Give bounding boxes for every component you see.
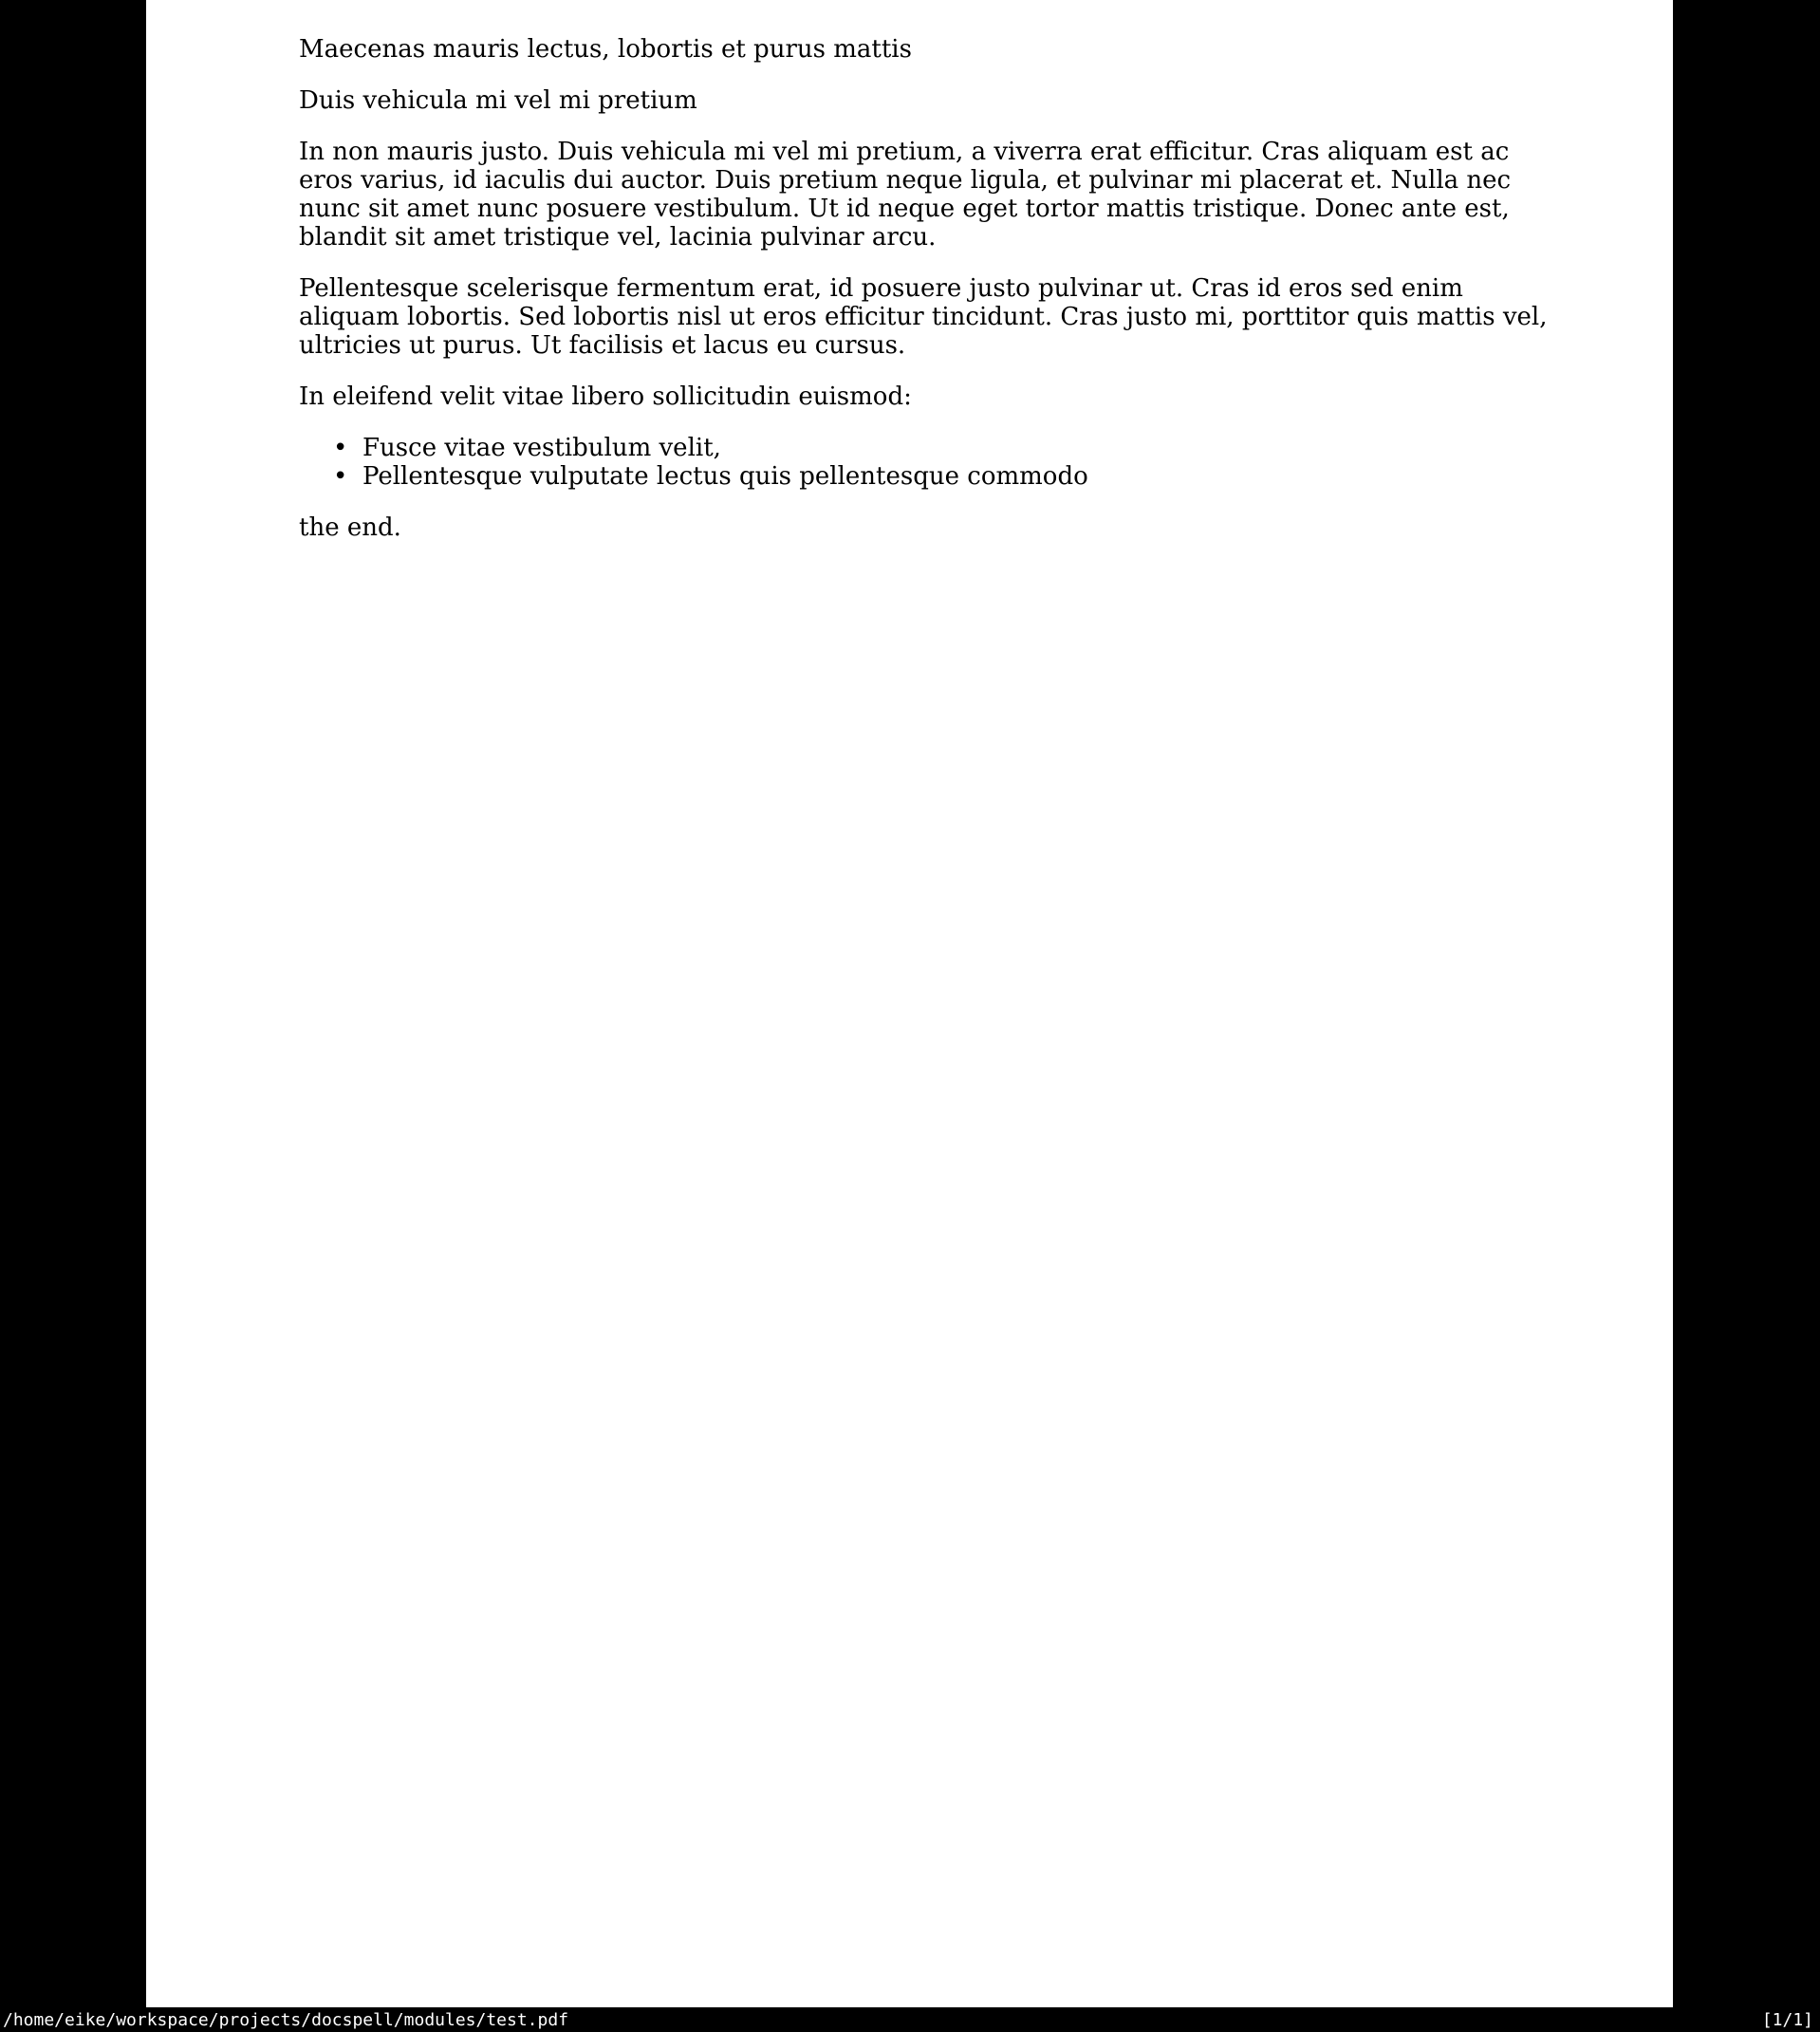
closing-paragraph: the end.	[299, 513, 401, 542]
text-line: ultricies ut purus. Ut facilisis et lacus eu cursus.	[299, 331, 906, 360]
paragraph	[299, 274, 1548, 360]
paragraphs-container	[299, 35, 1548, 411]
page-indicator: [1/1]	[1761, 2009, 1813, 2030]
text-line: Pellentesque scelerisque fermentum erat, id posuere justo pulvinar ut. Cras id eros sed enim	[299, 274, 1463, 303]
list-item-label: Pellentesque vulputate lectus quis pellentesque commodo	[362, 462, 1088, 491]
list-item-label: Fusce vitae vestibulum velit,	[362, 434, 721, 462]
text-line: In non mauris justo. Duis vehicula mi vel mi pretium, a viverra erat efficitur. Cras aliquam est ac	[299, 138, 1510, 166]
paragraph	[299, 138, 1520, 252]
bullet-list	[299, 434, 1520, 491]
status-bar	[0, 2007, 1820, 2032]
text-line: eros varius, id iaculis dui auctor. Duis pretium neque ligula, et pulvinar mi placerat et. Nulla nec	[299, 166, 1512, 195]
bullet-icon: •	[333, 434, 348, 462]
document-body	[146, 0, 1673, 542]
text-line: aliquam lobortis. Sed lobortis nisl ut eros efficitur tincidunt. Cras justo mi, porttitor quis mattis vel,	[299, 303, 1548, 331]
text-line: blandit sit amet tristique vel, lacinia pulvinar arcu.	[299, 223, 937, 252]
paragraph	[299, 382, 1520, 411]
pdf-page[interactable]	[146, 0, 1673, 2007]
paragraph	[299, 86, 1520, 115]
text-line: Maecenas mauris lectus, lobortis et purus mattis	[299, 35, 912, 64]
list-item	[299, 434, 1520, 462]
text-line: Duis vehicula mi vel mi pretium	[299, 86, 697, 115]
paragraph	[299, 35, 1520, 64]
text-line: In eleifend velit vitae libero sollicitudin euismod:	[299, 382, 912, 411]
bullet-icon: •	[333, 462, 348, 491]
file-path: /home/eike/workspace/projects/docspell/modules/test.pdf	[3, 2009, 569, 2030]
list-item	[299, 462, 1520, 491]
text-line: nunc sit amet nunc posuere vestibulum. Ut id neque eget tortor mattis tristique. Donec ante est,	[299, 195, 1510, 223]
